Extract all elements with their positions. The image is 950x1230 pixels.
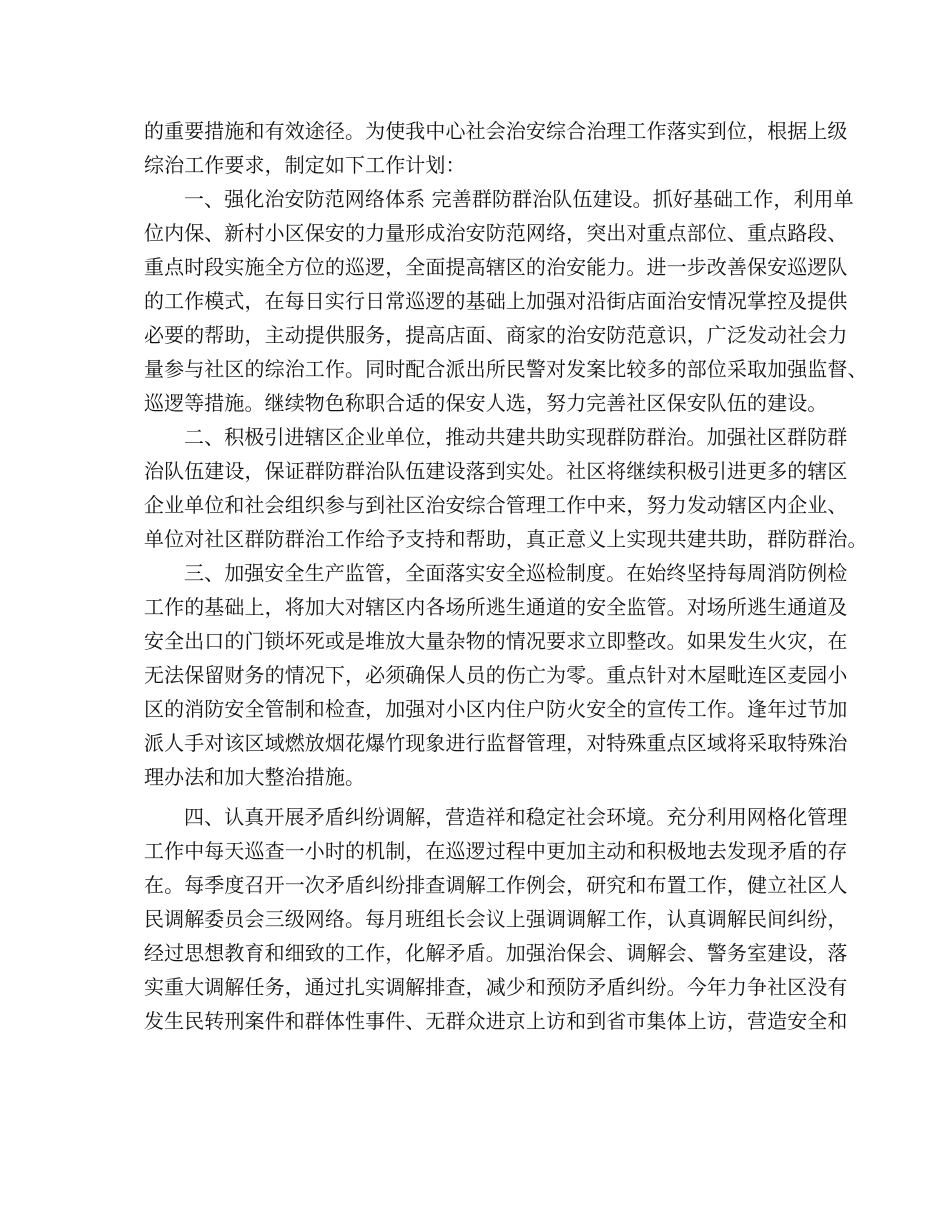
text-line: 理办法和加大整治措施。 (144, 765, 366, 789)
text-line: 量参与社区的综治工作。同时配合派出所民警对发案比较多的部位采取加强监督、 (144, 357, 868, 381)
paragraph-section-2 (144, 420, 868, 556)
text-line: 的重要措施和有效途径。为使我中心社会治安综合治理工作落实到位，根据上级 (144, 119, 848, 143)
paragraph-intro-tail (144, 114, 848, 182)
text-line: 工作中每天巡查一小时的机制，在巡逻过程中更加主动和积极地去发现矛盾的存 (144, 839, 848, 863)
text-line: 经过思想教育和细致的工作，化解矛盾。加强治保会、调解会、警务室建设，落 (144, 941, 848, 965)
text-line: 重点时段实施全方位的巡逻，全面提高辖区的治安能力。进一步改善保安巡逻队 (144, 255, 848, 279)
text-line: 区的消防安全管制和检查，加强对小区内住户防火安全的宣传工作。逢年过节加 (144, 697, 848, 721)
text-line: 单位对社区群防群治工作给予支持和帮助，真正意义上实现共建共助，群防群治。 (144, 527, 868, 551)
text-line: 三、加强安全生产监管，全面落实安全巡检制度。在始终坚持每周消防例检 (184, 561, 848, 585)
text-line: 安全出口的门锁坏死或是堆放大量杂物的情况要求立即整改。如果发生火灾，在 (144, 629, 848, 653)
text-line: 位内保、新村小区保安的力量形成治安防范网络，突出对重点部位、重点路段、 (144, 221, 848, 245)
text-line: 治队伍建设，保证群防群治队伍建设落到实处。社区将继续积极引进更多的辖区 (144, 459, 848, 483)
text-line: 派人手对该区域燃放烟花爆竹现象进行监督管理，对特殊重点区域将采取特殊治 (144, 731, 848, 755)
text-line: 必要的帮助，主动提供服务，提高店面、商家的治安防范意识，广泛发动社会力 (144, 323, 848, 347)
text-line: 无法保留财务的情况下，必须确保人员的伤亡为零。重点针对木屋毗连区麦园小 (144, 663, 848, 687)
text-line: 一、强化治安防范网络体系 完善群防群治队伍建设。抓好基础工作，利用单 (184, 187, 854, 211)
paragraph-section-1 (144, 182, 868, 420)
text-line: 工作的基础上，将加大对辖区内各场所逃生通道的安全监管。对场所逃生通道及 (144, 595, 848, 619)
text-line: 四、认真开展矛盾纠纷调解，营造祥和稳定社会环境。充分利用网格化管理 (184, 805, 848, 829)
text-line: 巡逻等措施。继续物色称职合适的保安人选，努力完善社区保安队伍的建设。 (144, 391, 828, 415)
paragraph-section-3 (144, 556, 848, 794)
text-line: 发生民转刑案件和群体性事件、无群众进京上访和到省市集体上访，营造安全和 (144, 1009, 848, 1033)
text-line: 民调解委员会三级网络。每月班组长会议上强调调解工作，认真调解民间纠纷， (144, 907, 848, 931)
text-line: 实重大调解任务，通过扎实调解排查，减少和预防矛盾纠纷。今年力争社区没有 (144, 975, 848, 999)
document-body (144, 114, 868, 1038)
text-line: 在。每季度召开一次矛盾纠纷排查调解工作例会，研究和布置工作，健立社区人 (144, 873, 848, 897)
text-line: 的工作模式，在每日实行日常巡逻的基础上加强对沿街店面治安情况掌控及提供 (144, 289, 848, 313)
text-line: 二、积极引进辖区企业单位，推动共建共助实现群防群治。加强社区群防群 (184, 425, 848, 449)
text-line: 综治工作要求，制定如下工作计划： (144, 153, 466, 177)
paragraph-section-4 (144, 800, 848, 1038)
text-line: 企业单位和社会组织参与到社区治安综合管理工作中来，努力发动辖区内企业、 (144, 493, 848, 517)
